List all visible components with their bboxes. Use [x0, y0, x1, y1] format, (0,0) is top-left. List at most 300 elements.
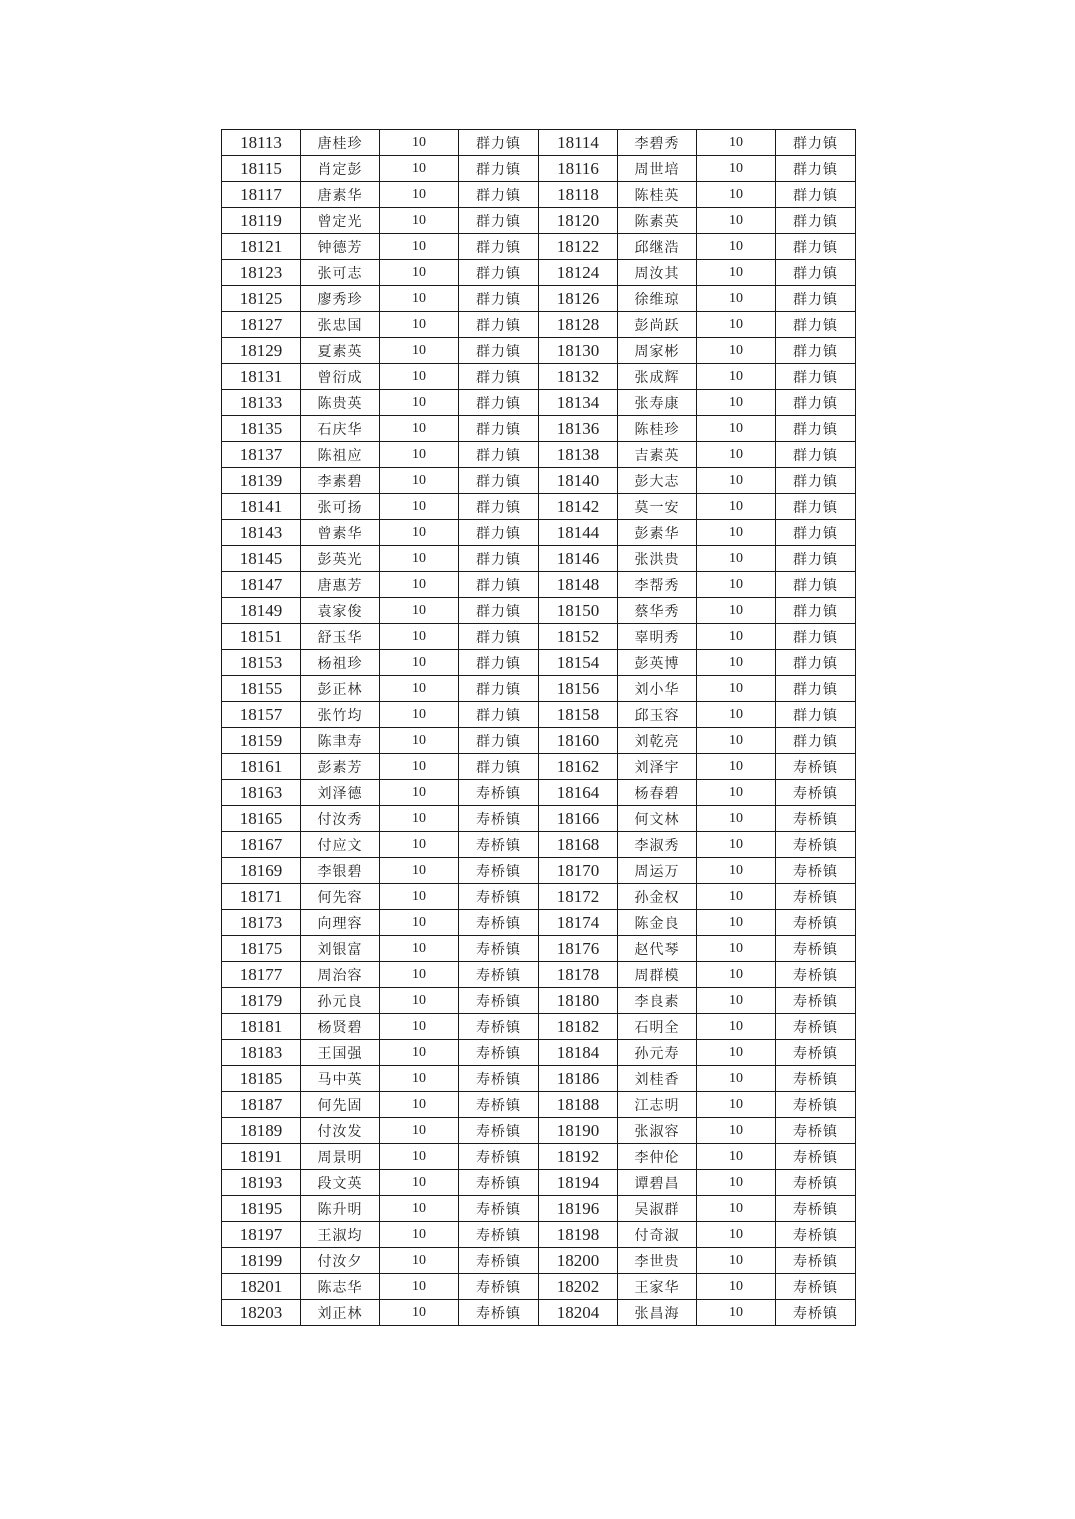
amount-cell: 10 [697, 286, 776, 312]
amount-cell: 10 [380, 676, 459, 702]
amount-cell: 10 [697, 572, 776, 598]
record-id-cell: 18188 [539, 1092, 618, 1118]
record-id-cell: 18194 [539, 1170, 618, 1196]
name-cell: 李碧秀 [618, 130, 697, 156]
town-cell: 群力镇 [459, 624, 539, 650]
name-cell: 张可志 [301, 260, 380, 286]
record-id-cell: 18115 [222, 156, 301, 182]
record-id-cell: 18139 [222, 468, 301, 494]
amount-cell: 10 [380, 1196, 459, 1222]
amount-cell: 10 [697, 1066, 776, 1092]
amount-cell: 10 [380, 520, 459, 546]
town-cell: 群力镇 [776, 338, 856, 364]
table-row [222, 312, 856, 338]
roster-body [222, 130, 856, 1326]
town-cell: 群力镇 [459, 416, 539, 442]
amount-cell: 10 [697, 1040, 776, 1066]
amount-cell: 10 [697, 416, 776, 442]
record-id-cell: 18155 [222, 676, 301, 702]
record-id-cell: 18114 [539, 130, 618, 156]
table-row [222, 1014, 856, 1040]
amount-cell: 10 [697, 624, 776, 650]
amount-cell: 10 [380, 234, 459, 260]
amount-cell: 10 [697, 182, 776, 208]
name-cell: 孙金权 [618, 884, 697, 910]
name-cell: 陈贵英 [301, 390, 380, 416]
town-cell: 寿桥镇 [776, 1300, 856, 1326]
name-cell: 唐素华 [301, 182, 380, 208]
amount-cell: 10 [380, 338, 459, 364]
record-id-cell: 18180 [539, 988, 618, 1014]
town-cell: 群力镇 [459, 312, 539, 338]
record-id-cell: 18191 [222, 1144, 301, 1170]
amount-cell: 10 [380, 260, 459, 286]
amount-cell: 10 [697, 130, 776, 156]
record-id-cell: 18116 [539, 156, 618, 182]
name-cell: 段文英 [301, 1170, 380, 1196]
record-id-cell: 18147 [222, 572, 301, 598]
record-id-cell: 18129 [222, 338, 301, 364]
town-cell: 群力镇 [776, 130, 856, 156]
town-cell: 寿桥镇 [776, 1222, 856, 1248]
town-cell: 群力镇 [459, 130, 539, 156]
town-cell: 群力镇 [776, 572, 856, 598]
record-id-cell: 18146 [539, 546, 618, 572]
record-id-cell: 18181 [222, 1014, 301, 1040]
table-row [222, 520, 856, 546]
amount-cell: 10 [380, 572, 459, 598]
record-id-cell: 18145 [222, 546, 301, 572]
town-cell: 群力镇 [459, 182, 539, 208]
name-cell: 李淑秀 [618, 832, 697, 858]
amount-cell: 10 [380, 546, 459, 572]
town-cell: 寿桥镇 [776, 1118, 856, 1144]
town-cell: 寿桥镇 [776, 806, 856, 832]
record-id-cell: 18142 [539, 494, 618, 520]
amount-cell: 10 [380, 754, 459, 780]
amount-cell: 10 [697, 806, 776, 832]
table-row [222, 494, 856, 520]
town-cell: 群力镇 [776, 650, 856, 676]
town-cell: 群力镇 [459, 676, 539, 702]
name-cell: 陈素英 [618, 208, 697, 234]
record-id-cell: 18190 [539, 1118, 618, 1144]
town-cell: 群力镇 [776, 364, 856, 390]
table-row [222, 650, 856, 676]
town-cell: 群力镇 [459, 260, 539, 286]
roster-table [221, 129, 856, 1326]
record-id-cell: 18126 [539, 286, 618, 312]
record-id-cell: 18169 [222, 858, 301, 884]
town-cell: 寿桥镇 [776, 884, 856, 910]
table-row [222, 234, 856, 260]
amount-cell: 10 [697, 364, 776, 390]
amount-cell: 10 [380, 1066, 459, 1092]
amount-cell: 10 [380, 208, 459, 234]
name-cell: 孙元良 [301, 988, 380, 1014]
record-id-cell: 18184 [539, 1040, 618, 1066]
record-id-cell: 18141 [222, 494, 301, 520]
record-id-cell: 18197 [222, 1222, 301, 1248]
town-cell: 寿桥镇 [776, 910, 856, 936]
amount-cell: 10 [380, 1222, 459, 1248]
town-cell: 群力镇 [459, 728, 539, 754]
record-id-cell: 18198 [539, 1222, 618, 1248]
name-cell: 唐桂珍 [301, 130, 380, 156]
amount-cell: 10 [697, 1014, 776, 1040]
town-cell: 寿桥镇 [459, 806, 539, 832]
amount-cell: 10 [380, 1014, 459, 1040]
name-cell: 王国强 [301, 1040, 380, 1066]
name-cell: 唐惠芳 [301, 572, 380, 598]
record-id-cell: 18196 [539, 1196, 618, 1222]
town-cell: 群力镇 [776, 494, 856, 520]
town-cell: 群力镇 [459, 208, 539, 234]
record-id-cell: 18135 [222, 416, 301, 442]
name-cell: 廖秀珍 [301, 286, 380, 312]
amount-cell: 10 [380, 130, 459, 156]
record-id-cell: 18201 [222, 1274, 301, 1300]
table-row [222, 832, 856, 858]
name-cell: 石庆华 [301, 416, 380, 442]
amount-cell: 10 [697, 936, 776, 962]
name-cell: 吉素英 [618, 442, 697, 468]
amount-cell: 10 [697, 728, 776, 754]
town-cell: 群力镇 [776, 624, 856, 650]
town-cell: 群力镇 [776, 520, 856, 546]
amount-cell: 10 [697, 884, 776, 910]
town-cell: 寿桥镇 [776, 1274, 856, 1300]
amount-cell: 10 [380, 728, 459, 754]
name-cell: 孙元寿 [618, 1040, 697, 1066]
amount-cell: 10 [697, 858, 776, 884]
name-cell: 付汝发 [301, 1118, 380, 1144]
name-cell: 刘乾亮 [618, 728, 697, 754]
town-cell: 群力镇 [776, 546, 856, 572]
town-cell: 群力镇 [776, 390, 856, 416]
name-cell: 刘正林 [301, 1300, 380, 1326]
record-id-cell: 18149 [222, 598, 301, 624]
table-row [222, 806, 856, 832]
town-cell: 寿桥镇 [459, 780, 539, 806]
table-row [222, 988, 856, 1014]
record-id-cell: 18203 [222, 1300, 301, 1326]
name-cell: 何先容 [301, 884, 380, 910]
name-cell: 李良素 [618, 988, 697, 1014]
name-cell: 蔡华秀 [618, 598, 697, 624]
town-cell: 群力镇 [459, 702, 539, 728]
amount-cell: 10 [380, 1300, 459, 1326]
name-cell: 陈聿寿 [301, 728, 380, 754]
name-cell: 吴淑群 [618, 1196, 697, 1222]
amount-cell: 10 [380, 156, 459, 182]
town-cell: 群力镇 [776, 468, 856, 494]
town-cell: 寿桥镇 [459, 1222, 539, 1248]
record-id-cell: 18125 [222, 286, 301, 312]
name-cell: 张成辉 [618, 364, 697, 390]
table-row [222, 676, 856, 702]
record-id-cell: 18130 [539, 338, 618, 364]
name-cell: 张淑容 [618, 1118, 697, 1144]
record-id-cell: 18157 [222, 702, 301, 728]
town-cell: 寿桥镇 [459, 1066, 539, 1092]
amount-cell: 10 [697, 520, 776, 546]
record-id-cell: 18132 [539, 364, 618, 390]
amount-cell: 10 [380, 1118, 459, 1144]
table-row [222, 1222, 856, 1248]
amount-cell: 10 [380, 962, 459, 988]
amount-cell: 10 [697, 390, 776, 416]
amount-cell: 10 [697, 1274, 776, 1300]
amount-cell: 10 [380, 988, 459, 1014]
amount-cell: 10 [697, 338, 776, 364]
town-cell: 群力镇 [459, 442, 539, 468]
amount-cell: 10 [380, 286, 459, 312]
record-id-cell: 18189 [222, 1118, 301, 1144]
amount-cell: 10 [380, 468, 459, 494]
name-cell: 向理容 [301, 910, 380, 936]
town-cell: 寿桥镇 [459, 1170, 539, 1196]
amount-cell: 10 [697, 988, 776, 1014]
table-row [222, 1274, 856, 1300]
town-cell: 寿桥镇 [459, 1014, 539, 1040]
town-cell: 群力镇 [459, 234, 539, 260]
name-cell: 莫一安 [618, 494, 697, 520]
table-row [222, 468, 856, 494]
town-cell: 群力镇 [776, 676, 856, 702]
table-row [222, 364, 856, 390]
record-id-cell: 18186 [539, 1066, 618, 1092]
town-cell: 寿桥镇 [776, 1066, 856, 1092]
record-id-cell: 18160 [539, 728, 618, 754]
amount-cell: 10 [380, 858, 459, 884]
record-id-cell: 18159 [222, 728, 301, 754]
town-cell: 群力镇 [459, 494, 539, 520]
town-cell: 寿桥镇 [776, 1196, 856, 1222]
amount-cell: 10 [380, 1274, 459, 1300]
table-row [222, 702, 856, 728]
record-id-cell: 18183 [222, 1040, 301, 1066]
name-cell: 陈桂珍 [618, 416, 697, 442]
town-cell: 群力镇 [459, 754, 539, 780]
amount-cell: 10 [380, 936, 459, 962]
town-cell: 寿桥镇 [459, 1248, 539, 1274]
town-cell: 群力镇 [459, 572, 539, 598]
name-cell: 肖定彭 [301, 156, 380, 182]
amount-cell: 10 [697, 468, 776, 494]
record-id-cell: 18144 [539, 520, 618, 546]
record-id-cell: 18150 [539, 598, 618, 624]
town-cell: 群力镇 [776, 598, 856, 624]
record-id-cell: 18152 [539, 624, 618, 650]
record-id-cell: 18133 [222, 390, 301, 416]
amount-cell: 10 [697, 234, 776, 260]
record-id-cell: 18168 [539, 832, 618, 858]
table-row [222, 1092, 856, 1118]
name-cell: 李帮秀 [618, 572, 697, 598]
town-cell: 寿桥镇 [459, 832, 539, 858]
amount-cell: 10 [380, 442, 459, 468]
table-row [222, 598, 856, 624]
name-cell: 石明全 [618, 1014, 697, 1040]
name-cell: 舒玉华 [301, 624, 380, 650]
name-cell: 张竹均 [301, 702, 380, 728]
amount-cell: 10 [697, 780, 776, 806]
town-cell: 寿桥镇 [459, 1092, 539, 1118]
table-row [222, 1196, 856, 1222]
name-cell: 付应文 [301, 832, 380, 858]
town-cell: 群力镇 [776, 234, 856, 260]
record-id-cell: 18177 [222, 962, 301, 988]
name-cell: 张洪贵 [618, 546, 697, 572]
record-id-cell: 18178 [539, 962, 618, 988]
name-cell: 付汝秀 [301, 806, 380, 832]
name-cell: 陈金良 [618, 910, 697, 936]
town-cell: 寿桥镇 [776, 1144, 856, 1170]
name-cell: 李银碧 [301, 858, 380, 884]
name-cell: 徐维琼 [618, 286, 697, 312]
amount-cell: 10 [380, 650, 459, 676]
amount-cell: 10 [697, 1196, 776, 1222]
name-cell: 何文林 [618, 806, 697, 832]
table-row [222, 286, 856, 312]
amount-cell: 10 [380, 312, 459, 338]
town-cell: 寿桥镇 [459, 858, 539, 884]
record-id-cell: 18195 [222, 1196, 301, 1222]
town-cell: 寿桥镇 [776, 832, 856, 858]
amount-cell: 10 [380, 1248, 459, 1274]
name-cell: 杨祖珍 [301, 650, 380, 676]
table-row [222, 936, 856, 962]
town-cell: 群力镇 [776, 286, 856, 312]
record-id-cell: 18119 [222, 208, 301, 234]
record-id-cell: 18199 [222, 1248, 301, 1274]
amount-cell: 10 [380, 910, 459, 936]
town-cell: 寿桥镇 [459, 1040, 539, 1066]
name-cell: 周运万 [618, 858, 697, 884]
name-cell: 刘银富 [301, 936, 380, 962]
table-row [222, 1300, 856, 1326]
amount-cell: 10 [380, 598, 459, 624]
record-id-cell: 18154 [539, 650, 618, 676]
town-cell: 群力镇 [776, 208, 856, 234]
amount-cell: 10 [697, 910, 776, 936]
town-cell: 寿桥镇 [776, 936, 856, 962]
record-id-cell: 18161 [222, 754, 301, 780]
table-row [222, 624, 856, 650]
amount-cell: 10 [697, 442, 776, 468]
record-id-cell: 18171 [222, 884, 301, 910]
name-cell: 陈升明 [301, 1196, 380, 1222]
name-cell: 周群模 [618, 962, 697, 988]
name-cell: 周治容 [301, 962, 380, 988]
record-id-cell: 18127 [222, 312, 301, 338]
name-cell: 谭碧昌 [618, 1170, 697, 1196]
amount-cell: 10 [697, 260, 776, 286]
name-cell: 陈祖应 [301, 442, 380, 468]
town-cell: 群力镇 [776, 702, 856, 728]
record-id-cell: 18158 [539, 702, 618, 728]
record-id-cell: 18138 [539, 442, 618, 468]
table-row [222, 416, 856, 442]
town-cell: 寿桥镇 [776, 988, 856, 1014]
table-row [222, 338, 856, 364]
town-cell: 群力镇 [776, 416, 856, 442]
table-row [222, 572, 856, 598]
record-id-cell: 18121 [222, 234, 301, 260]
amount-cell: 10 [697, 208, 776, 234]
record-id-cell: 18176 [539, 936, 618, 962]
record-id-cell: 18118 [539, 182, 618, 208]
record-id-cell: 18162 [539, 754, 618, 780]
amount-cell: 10 [380, 364, 459, 390]
amount-cell: 10 [697, 312, 776, 338]
amount-cell: 10 [380, 702, 459, 728]
town-cell: 群力镇 [459, 546, 539, 572]
record-id-cell: 18204 [539, 1300, 618, 1326]
town-cell: 群力镇 [776, 728, 856, 754]
amount-cell: 10 [380, 624, 459, 650]
amount-cell: 10 [697, 1248, 776, 1274]
amount-cell: 10 [697, 598, 776, 624]
town-cell: 群力镇 [776, 156, 856, 182]
record-id-cell: 18179 [222, 988, 301, 1014]
table-row [222, 728, 856, 754]
town-cell: 群力镇 [459, 156, 539, 182]
record-id-cell: 18151 [222, 624, 301, 650]
record-id-cell: 18134 [539, 390, 618, 416]
town-cell: 寿桥镇 [459, 1196, 539, 1222]
town-cell: 寿桥镇 [459, 1118, 539, 1144]
amount-cell: 10 [697, 1170, 776, 1196]
name-cell: 彭英博 [618, 650, 697, 676]
name-cell: 周景明 [301, 1144, 380, 1170]
table-row [222, 754, 856, 780]
table-row [222, 910, 856, 936]
town-cell: 群力镇 [459, 468, 539, 494]
record-id-cell: 18163 [222, 780, 301, 806]
record-id-cell: 18143 [222, 520, 301, 546]
table-row [222, 962, 856, 988]
amount-cell: 10 [697, 702, 776, 728]
name-cell: 彭正林 [301, 676, 380, 702]
record-id-cell: 18167 [222, 832, 301, 858]
town-cell: 群力镇 [459, 390, 539, 416]
town-cell: 群力镇 [459, 286, 539, 312]
name-cell: 李世贵 [618, 1248, 697, 1274]
amount-cell: 10 [380, 1144, 459, 1170]
town-cell: 寿桥镇 [459, 1300, 539, 1326]
town-cell: 寿桥镇 [459, 1144, 539, 1170]
record-id-cell: 18165 [222, 806, 301, 832]
name-cell: 曾衍成 [301, 364, 380, 390]
table-row [222, 130, 856, 156]
town-cell: 寿桥镇 [776, 780, 856, 806]
town-cell: 寿桥镇 [776, 1014, 856, 1040]
town-cell: 群力镇 [459, 364, 539, 390]
record-id-cell: 18123 [222, 260, 301, 286]
town-cell: 寿桥镇 [776, 754, 856, 780]
table-row [222, 858, 856, 884]
amount-cell: 10 [697, 754, 776, 780]
amount-cell: 10 [380, 494, 459, 520]
town-cell: 寿桥镇 [459, 910, 539, 936]
record-id-cell: 18187 [222, 1092, 301, 1118]
name-cell: 夏素英 [301, 338, 380, 364]
name-cell: 陈桂英 [618, 182, 697, 208]
name-cell: 彭素芳 [301, 754, 380, 780]
name-cell: 江志明 [618, 1092, 697, 1118]
